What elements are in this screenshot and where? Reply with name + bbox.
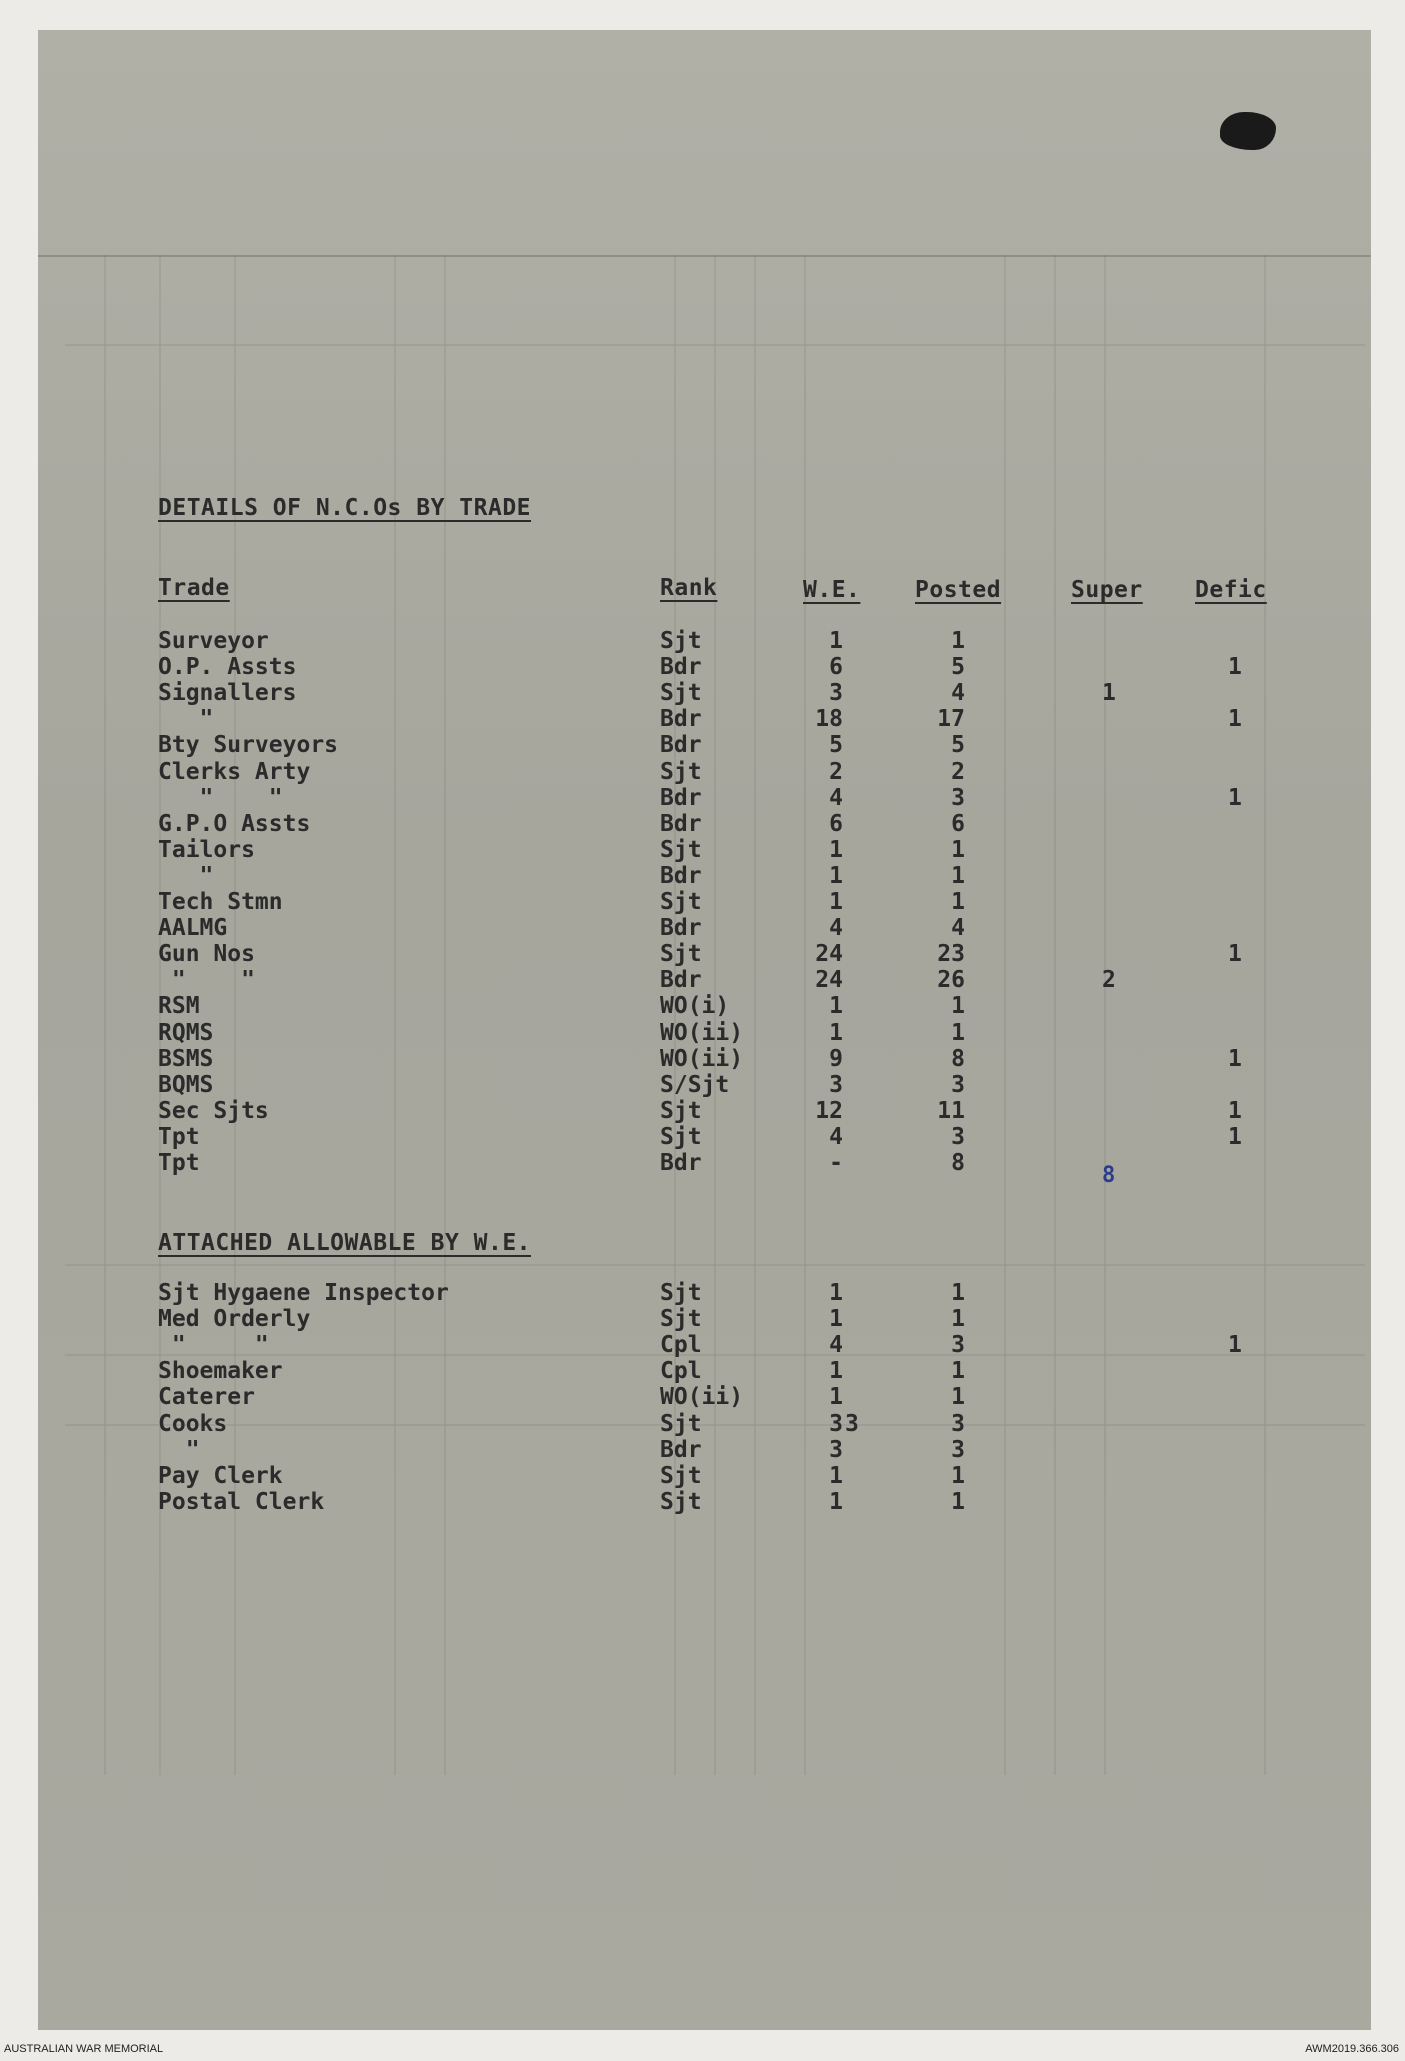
column-header-posted: Posted: [915, 577, 1002, 603]
posted-cell: 3: [951, 1410, 965, 1437]
posted-cell: 2: [951, 758, 965, 785]
we-cell: 3: [829, 1436, 843, 1463]
trade-cell: BQMS: [158, 1071, 214, 1098]
we-cell: 4: [829, 1123, 843, 1150]
we-cell: 1: [829, 993, 843, 1020]
we-extra-cell: 3: [845, 1410, 859, 1437]
defic-cell: 1: [1228, 1045, 1242, 1072]
posted-cell: 26: [937, 967, 965, 994]
trade-cell: Signallers: [158, 680, 297, 707]
we-cell: 1: [829, 628, 843, 654]
trade-cell: ": [158, 862, 214, 889]
trade-cell: " ": [158, 1332, 269, 1359]
trade-cell: Sjt Hygaene Inspector: [158, 1280, 449, 1306]
we-cell: 1: [829, 1462, 843, 1489]
table-row: [0, 810, 1405, 839]
we-cell: 24: [815, 941, 843, 968]
we-cell: 1: [829, 836, 843, 863]
we-cell: 3: [829, 1410, 843, 1437]
column-header-we: W.E.: [803, 577, 861, 603]
posted-cell: 8: [951, 1150, 965, 1176]
rank-cell: Bdr: [660, 967, 702, 994]
posted-cell: 6: [951, 810, 965, 837]
trade-cell: ": [158, 1436, 200, 1463]
defic-cell: 1: [1228, 1123, 1242, 1150]
posted-cell: 1: [951, 993, 965, 1020]
trade-cell: Shoemaker: [158, 1358, 283, 1385]
rank-cell: WO(ii): [660, 1384, 744, 1411]
column-header-super: Super: [1071, 577, 1143, 603]
posted-cell: 5: [951, 654, 965, 681]
we-cell: 12: [815, 1097, 843, 1124]
rank-cell: Bdr: [660, 654, 702, 681]
table-row: [0, 1282, 1405, 1308]
rank-cell: Sjt: [660, 836, 702, 863]
we-cell: 3: [829, 1071, 843, 1098]
posted-cell: 1: [951, 889, 965, 915]
table-row: [0, 1360, 1405, 1386]
table-row: [0, 969, 1405, 995]
trade-cell: Tailors: [158, 836, 255, 863]
we-cell: 1: [829, 1280, 843, 1306]
footer-credit: AUSTRALIAN WAR MEMORIAL: [4, 2043, 164, 2055]
trade-cell: Med Orderly: [158, 1306, 311, 1333]
trade-cell: RSM: [158, 993, 200, 1020]
handwritten-super-mark: 8: [1102, 1163, 1116, 1188]
we-cell: 1: [829, 1019, 843, 1046]
rank-cell: Sjt: [660, 1410, 702, 1437]
we-cell: -: [829, 1150, 843, 1176]
table-row: [0, 682, 1405, 708]
section-title-ncos: DETAILS OF N.C.Os BY TRADE: [158, 495, 532, 521]
table-row: [0, 1123, 1405, 1152]
table-row: [0, 1019, 1405, 1048]
we-cell: 1: [829, 862, 843, 889]
trade-cell: Caterer: [158, 1384, 255, 1411]
rank-cell: Bdr: [660, 706, 702, 733]
trade-cell: Cooks: [158, 1410, 228, 1437]
we-cell: 18: [815, 706, 843, 733]
table-row: [0, 891, 1405, 917]
posted-cell: 1: [951, 1488, 965, 1515]
posted-cell: 11: [937, 1097, 965, 1124]
table-row: [0, 758, 1405, 787]
we-cell: 9: [829, 1045, 843, 1072]
posted-cell: 1: [951, 1280, 965, 1306]
table-row: [0, 995, 1405, 1021]
posted-cell: 8: [951, 1045, 965, 1072]
posted-cell: 5: [951, 732, 965, 759]
table-row: [0, 1436, 1405, 1465]
we-cell: 4: [829, 784, 843, 811]
rank-cell: Bdr: [660, 732, 702, 759]
trade-cell: Sec Sjts: [158, 1097, 269, 1124]
posted-cell: 1: [951, 862, 965, 889]
table-row: [0, 1410, 1405, 1439]
rank-cell: Sjt: [660, 758, 702, 785]
trade-cell: O.P. Assts: [158, 654, 297, 681]
column-header-rank: Rank: [660, 575, 718, 601]
rank-cell: Bdr: [660, 810, 702, 837]
rank-cell: Sjt: [660, 1462, 702, 1489]
trade-cell: RQMS: [158, 1019, 214, 1046]
rank-cell: S/Sjt: [660, 1071, 730, 1098]
we-cell: 1: [829, 889, 843, 915]
posted-cell: 1: [951, 1384, 965, 1411]
super-cell: 2: [1102, 967, 1116, 994]
rank-cell: Sjt: [660, 1097, 702, 1124]
trade-cell: Tpt: [158, 1150, 200, 1176]
we-cell: 3: [829, 680, 843, 707]
we-cell: 6: [829, 810, 843, 837]
we-cell: 1: [829, 1384, 843, 1411]
we-cell: 1: [829, 1306, 843, 1333]
rank-cell: Sjt: [660, 1123, 702, 1150]
trade-cell: G.P.O Assts: [158, 810, 311, 837]
trade-cell: Bty Surveyors: [158, 732, 339, 759]
table-row: [0, 862, 1405, 891]
table-row: [0, 1045, 1405, 1074]
table-row: [0, 1308, 1405, 1334]
rank-cell: Sjt: [660, 628, 702, 654]
rank-cell: Sjt: [660, 1280, 702, 1306]
rank-cell: Bdr: [660, 1436, 702, 1463]
table-row: [0, 656, 1405, 682]
rank-cell: Sjt: [660, 889, 702, 915]
table-row: [0, 708, 1405, 734]
posted-cell: 1: [951, 836, 965, 863]
trade-cell: Postal Clerk: [158, 1488, 325, 1515]
table-row: [0, 734, 1405, 760]
posted-cell: 17: [937, 706, 965, 733]
trade-cell: Surveyor: [158, 628, 269, 654]
table-row: [0, 784, 1405, 813]
posted-cell: 4: [951, 915, 965, 942]
rank-cell: WO(ii): [660, 1045, 744, 1072]
column-header-trade: Trade: [158, 575, 230, 601]
footer-accession: AWM2019.366.306: [1305, 2043, 1399, 2055]
table-row: [0, 630, 1405, 656]
section-title-attached: ATTACHED ALLOWABLE BY W.E.: [158, 1230, 532, 1256]
table-row: [0, 943, 1405, 969]
table-row: [0, 1071, 1405, 1100]
rank-cell: Sjt: [660, 1488, 702, 1515]
super-cell: 1: [1102, 680, 1116, 707]
we-cell: 2: [829, 758, 843, 785]
posted-cell: 23: [937, 941, 965, 968]
defic-cell: 1: [1228, 706, 1242, 733]
we-cell: 24: [815, 967, 843, 994]
trade-cell: Tpt: [158, 1123, 200, 1150]
trade-cell: Pay Clerk: [158, 1462, 283, 1489]
trade-cell: AALMG: [158, 915, 228, 942]
posted-cell: 3: [951, 1436, 965, 1463]
trade-cell: " ": [158, 784, 283, 811]
rank-cell: Cpl: [660, 1358, 702, 1385]
table-row: [0, 917, 1405, 943]
rank-cell: Bdr: [660, 862, 702, 889]
defic-cell: 1: [1228, 1097, 1242, 1124]
trade-cell: " ": [158, 967, 255, 994]
rank-cell: Sjt: [660, 941, 702, 968]
we-cell: 4: [829, 915, 843, 942]
we-cell: 6: [829, 654, 843, 681]
rank-cell: WO(ii): [660, 1019, 744, 1046]
posted-cell: 1: [951, 1462, 965, 1489]
paper-damage-hole: [1220, 112, 1276, 150]
defic-cell: 1: [1228, 941, 1242, 968]
table-row: [0, 1386, 1405, 1412]
posted-cell: 3: [951, 1332, 965, 1359]
trade-cell: Gun Nos: [158, 941, 255, 968]
trade-cell: Clerks Arty: [158, 758, 311, 785]
we-cell: 1: [829, 1488, 843, 1515]
table-row: [0, 1152, 1405, 1178]
table-row: [0, 1097, 1405, 1126]
posted-cell: 1: [951, 1358, 965, 1385]
table-row: [0, 1462, 1405, 1491]
column-header-defic: Defic: [1195, 577, 1267, 603]
posted-cell: 3: [951, 784, 965, 811]
posted-cell: 4: [951, 680, 965, 707]
posted-cell: 3: [951, 1071, 965, 1098]
rank-cell: Bdr: [660, 915, 702, 942]
rank-cell: WO(i): [660, 993, 730, 1020]
defic-cell: 1: [1228, 654, 1242, 681]
defic-cell: 1: [1228, 1332, 1242, 1359]
trade-cell: ": [158, 706, 214, 733]
posted-cell: 1: [951, 1019, 965, 1046]
defic-cell: 1: [1228, 784, 1242, 811]
rank-cell: Sjt: [660, 680, 702, 707]
rank-cell: Bdr: [660, 1150, 702, 1176]
we-cell: 1: [829, 1358, 843, 1385]
we-cell: 4: [829, 1332, 843, 1359]
trade-cell: Tech Stmn: [158, 889, 283, 915]
rank-cell: Cpl: [660, 1332, 702, 1359]
table-row: [0, 1488, 1405, 1517]
posted-cell: 3: [951, 1123, 965, 1150]
posted-cell: 1: [951, 628, 965, 654]
posted-cell: 1: [951, 1306, 965, 1333]
we-cell: 5: [829, 732, 843, 759]
rank-cell: Sjt: [660, 1306, 702, 1333]
table-row: [0, 1334, 1405, 1360]
rank-cell: Bdr: [660, 784, 702, 811]
table-row: [0, 836, 1405, 865]
trade-cell: BSMS: [158, 1045, 214, 1072]
